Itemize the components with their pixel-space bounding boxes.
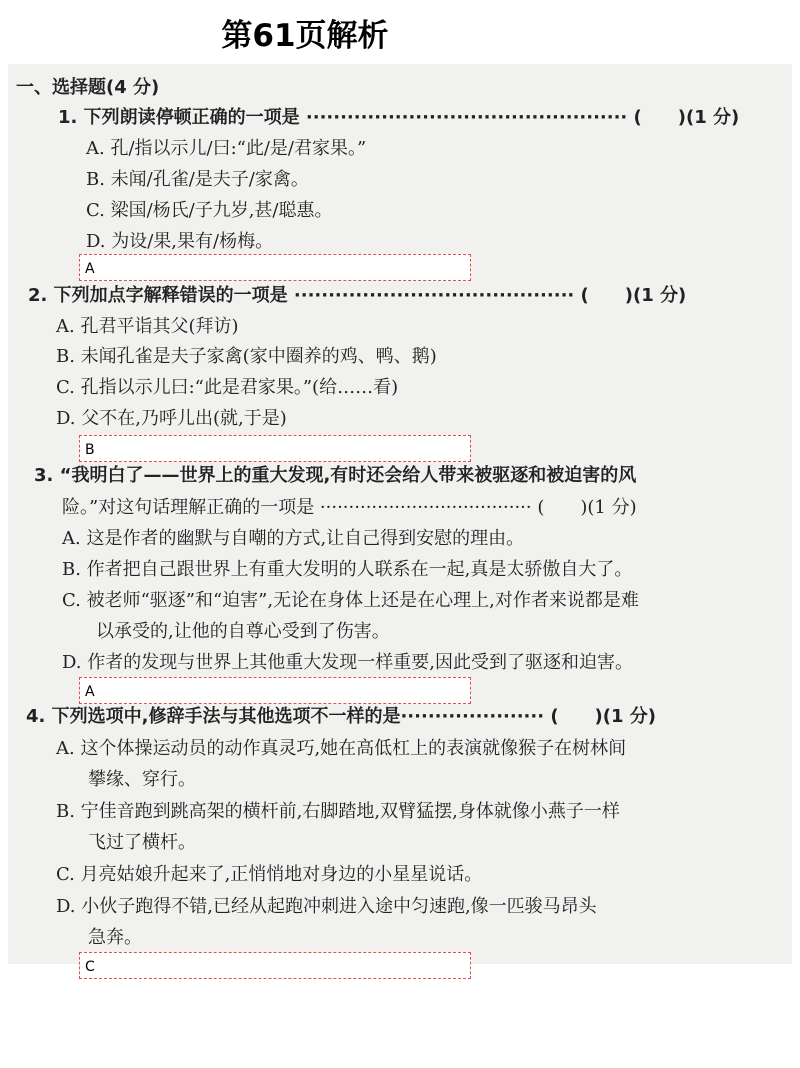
question-3-option-a: A. 这是作者的幽默与自嘲的方式,让自己得到安慰的理由。 <box>62 528 525 549</box>
question-4-stem: 4. 下列选项中,修辞手法与其他选项不一样的是····················· ( )(1 分) <box>26 706 657 727</box>
question-3-option-d: D. 作者的发现与世界上其他重大发现一样重要,因此受到了驱逐和迫害。 <box>62 652 633 673</box>
answer-text: A <box>85 261 95 277</box>
answer-box-question-3 <box>79 677 471 704</box>
question-4-option-d-line-1: D. 小伙子跑得不错,已经从起跑冲刺进入途中匀速跑,像一匹骏马昂头 <box>56 896 597 917</box>
question-4-option-a-line-1: A. 这个体操运动员的动作真灵巧,她在高低杠上的表演就像猴子在树林间 <box>56 738 627 759</box>
question-4-option-a-line-2: 攀缘、穿行。 <box>88 769 196 790</box>
question-1-option-a: A. 孔/指以示儿/曰:“此/是/君家果。” <box>86 138 367 159</box>
question-1-option-c: C. 梁国/杨氏/子九岁,甚/聪惠。 <box>86 200 333 221</box>
question-4-option-b-line-2: 飞过了横杆。 <box>88 832 196 853</box>
answer-box-question-4 <box>79 952 471 979</box>
question-2-option-a: A. 孔君平诣其父(拜访) <box>56 316 239 337</box>
answer-text: B <box>85 442 95 458</box>
question-4-option-d-line-2: 急奔。 <box>88 927 142 948</box>
question-1-option-d: D. 为设/果,果有/杨梅。 <box>86 231 274 252</box>
question-3-stem-line-1: 3. “我明白了——世界上的重大发现,有时还会给人带来被驱逐和被迫害的风 <box>34 465 637 486</box>
question-2-option-c: C. 孔指以示儿曰:“此是君家果。”(给……看) <box>56 377 399 398</box>
question-2-stem: 2. 下列加点字解释错误的一项是 ········································· ( )(1 分) <box>28 285 687 306</box>
question-1-stem: 1. 下列朗读停顿正确的一项是 ··············································· ( )(1 分) <box>58 107 740 128</box>
answer-text: A <box>85 684 95 700</box>
answer-box-question-1 <box>79 254 471 281</box>
question-3-stem-line-2: 险。”对这句话理解正确的一项是 ····································· ( )(1 分) <box>62 497 637 518</box>
page-title: 第61页解析 <box>221 18 389 54</box>
question-3-option-c-line-2: 以承受的,让他的自尊心受到了伤害。 <box>96 621 390 642</box>
question-4-option-c: C. 月亮姑娘升起来了,正悄悄地对身边的小星星说话。 <box>56 864 483 885</box>
question-3-option-b: B. 作者把自己跟世界上有重大发明的人联系在一起,真是太骄傲自大了。 <box>62 559 633 580</box>
question-4-option-b-line-1: B. 宁佳音跑到跳高架的横杆前,右脚踏地,双臂猛摆,身体就像小燕子一样 <box>56 801 620 822</box>
answer-text: C <box>85 959 95 975</box>
question-2-option-d: D. 父不在,乃呼儿出(就,于是) <box>56 408 287 429</box>
question-3-option-c-line-1: C. 被老师“驱逐”和“迫害”,无论在身体上还是在心理上,对作者来说都是难 <box>62 590 639 611</box>
question-2-option-b: B. 未闻孔雀是夫子家禽(家中圈养的鸡、鸭、鹅) <box>56 346 437 367</box>
answer-box-question-2 <box>79 435 471 462</box>
section-heading: 一、选择题(4 分) <box>16 77 160 98</box>
question-1-option-b: B. 未闻/孔雀/是夫子/家禽。 <box>86 169 309 190</box>
